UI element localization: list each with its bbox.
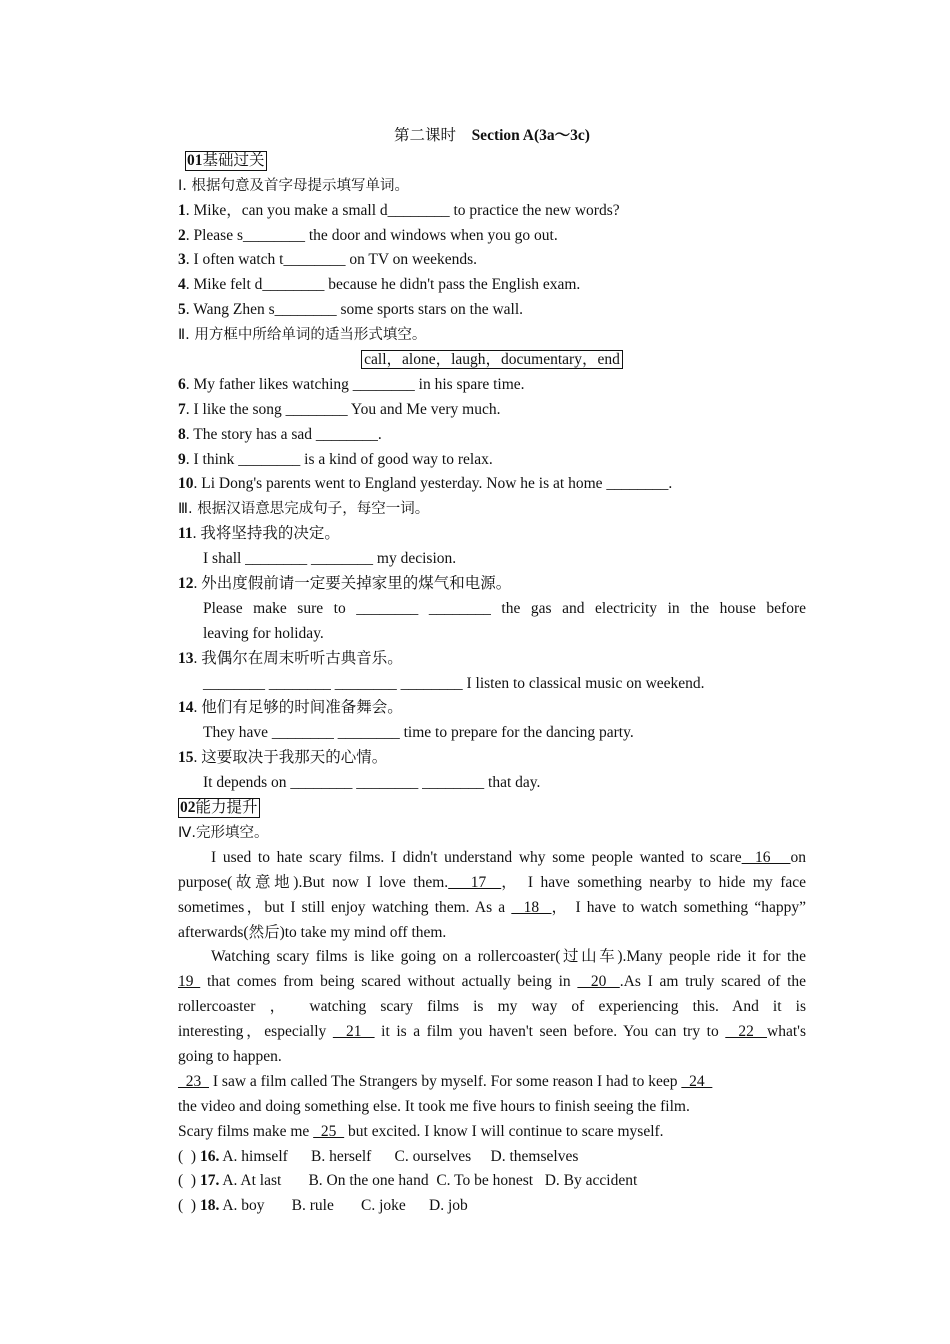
question-6: 6. My father likes watching ________ in his spare time. [178, 375, 525, 393]
question-13-english: ________ ________ ________ ________ I listen to classical music on weekend. [203, 674, 705, 692]
question-12-english-line1: Please make sure to ________ ________ the gas and electricity in the house before [203, 599, 806, 617]
passage-p2-line1: Watching scary films is like going on a rollercoaster(过山车).Many people ride it for the [211, 948, 806, 966]
word-box-row [178, 348, 806, 373]
blank-25: 25 [313, 1122, 345, 1140]
part-1-heading: Ⅰ. 根据句意及首字母提示填写单词。 [178, 177, 409, 194]
blank-17: 17 [448, 873, 502, 891]
passage-p1-line2: purpose(故意地).But now I love them. 17 ， I have something nearby to hide my face [178, 873, 806, 891]
question-3: 3. I often watch t________ on TV on weekends. [178, 251, 478, 269]
word-box: call，alone，laugh，documentary，end [361, 350, 623, 369]
passage-p2-line4: interesting，especially 21 it is a film you haven't seen before. You can try to 22 what's [178, 1023, 806, 1041]
question-12-chinese: 12. 外出度假前请一定要关掉家里的煤气和电源。 [178, 575, 512, 593]
passage-p1-line3: sometimes，but I still enjoy watching them. As a 18 ， I have to watch something “happy” [178, 898, 806, 916]
option-row-18: ( ) 18. A. boy B. rule C. joke D. job [178, 1197, 468, 1215]
section-02-box [178, 798, 260, 818]
title-section: Section A(3a～3c) [471, 127, 590, 144]
section-02-label: 能力提升 [195, 799, 258, 817]
question-9: 9. I think ________ is a kind of good way to relax. [178, 450, 493, 468]
passage-p3-line2: the video and doing something else. It took me five hours to finish seeing the film. [178, 1097, 690, 1115]
question-10: 10. Li Dong's parents went to England yesterday. Now he is at home ________. [178, 475, 673, 493]
passage-p2-line5: going to happen. [178, 1047, 282, 1065]
question-13-chinese: 13. 我偶尔在周末听听古典音乐。 [178, 649, 403, 667]
blank-16: 16 [741, 848, 791, 866]
question-14-chinese: 14. 他们有足够的时间准备舞会。 [178, 699, 403, 717]
title-chinese: 第二课时 [394, 127, 457, 144]
question-4: 4. Mike felt d________ because he didn't pass the English exam. [178, 276, 581, 294]
question-1: 1. Mike，can you make a small d________ to practice the new words? [178, 201, 620, 219]
blank-21: 21 [332, 1023, 375, 1041]
option-row-16: ( ) 16. A. himself B. herself C. ourselves D. themselves [178, 1147, 579, 1165]
question-2: 2. Please s________ the door and windows when you go out. [178, 226, 558, 244]
blank-22: 22 [725, 1023, 768, 1041]
blank-18: 18 [511, 898, 552, 916]
page-title [178, 124, 806, 149]
passage-p1-line4: afterwards(然后)to take my mind off them. [178, 923, 447, 941]
question-7: 7. I like the song ________ You and Me very much. [178, 400, 501, 418]
question-15-english: It depends on ________ ________ ________ that day. [203, 774, 541, 792]
question-14-english: They have ________ ________ time to prepare for the dancing party. [203, 724, 634, 742]
question-5: 5. Wang Zhen s________ some sports stars on the wall. [178, 301, 524, 319]
part-4-heading: Ⅳ.完形填空。 [178, 824, 269, 841]
blank-19: 19 [178, 973, 201, 991]
section-01-number: 01 [187, 151, 203, 169]
part-3-heading: Ⅲ. 根据汉语意思完成句子，每空一词。 [178, 501, 430, 518]
part-2-heading: Ⅱ. 用方框中所给单词的适当形式填空。 [178, 327, 427, 344]
question-11-english: I shall ________ ________ my decision. [203, 550, 457, 568]
question-15-chinese: 15. 这要取决于我那天的心情。 [178, 749, 388, 767]
question-8: 8. The story has a sad ________. [178, 425, 382, 443]
section-01-header [178, 149, 806, 174]
question-11-chinese: 11. 我将坚持我的决定。 [178, 525, 340, 543]
worksheet-page [178, 124, 806, 1219]
section-01-label: 基础过关 [202, 151, 265, 169]
question-12-english-line2: leaving for holiday. [203, 624, 324, 642]
section-01-box [185, 151, 267, 171]
passage-p3-line1: 23 I saw a film called The Strangers by myself. For some reason I had to keep 24 [178, 1072, 713, 1090]
passage-p3-line3: Scary films make me 25 but excited. I know I will continue to scare myself. [178, 1122, 664, 1140]
blank-20: 20 [577, 973, 620, 991]
section-02-header [178, 796, 806, 821]
option-row-17: ( ) 17. A. At last B. On the one hand C. To be honest D. By accident [178, 1172, 638, 1190]
section-02-number: 02 [180, 799, 196, 817]
blank-23: 23 [178, 1072, 209, 1090]
passage-p2-line2: 19 that comes from being scared without actually being in 20 .As I am truly scared of the [178, 973, 807, 991]
passage-p2-line3: rollercoaster ， watching scary films is my way of experiencing this. And it is [178, 998, 806, 1016]
blank-24: 24 [681, 1072, 713, 1090]
passage-p1-line1: I used to hate scary films. I didn't understand why some people wanted to scare 16 on [211, 848, 807, 866]
